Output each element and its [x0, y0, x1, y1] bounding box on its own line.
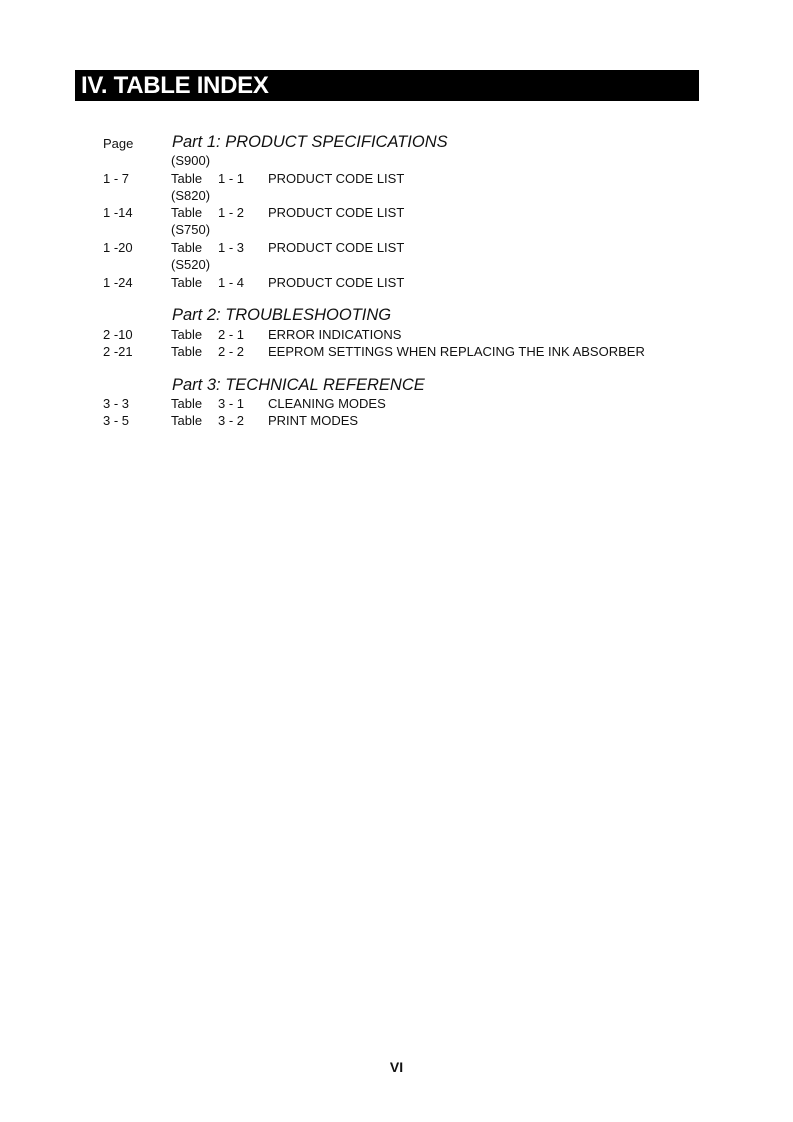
model-label: (S820) — [171, 188, 211, 203]
entry-table-word: Table — [171, 327, 203, 342]
entry-page: 3 - 5 — [103, 413, 130, 428]
entry-page: 1 -24 — [103, 275, 133, 290]
entry-table-name: CLEANING MODES — [268, 396, 386, 411]
page-number: VI — [389, 1059, 404, 1075]
entry-page: 1 - 7 — [103, 171, 130, 186]
entry-table-number: 1 - 2 — [218, 205, 245, 220]
entry-table-word: Table — [171, 240, 203, 255]
model-label: (S900) — [171, 153, 211, 168]
model-label: (S520) — [171, 257, 211, 272]
section-title-bar — [75, 70, 699, 101]
entry-page: 1 -14 — [103, 205, 133, 220]
part-heading-3: Part 3: TECHNICAL REFERENCE — [172, 376, 425, 394]
model-label: (S750) — [171, 222, 211, 237]
entry-table-name: PRINT MODES — [268, 413, 359, 428]
entry-table-name: PRODUCT CODE LIST — [268, 205, 405, 220]
page-column-label: Page — [103, 136, 134, 151]
entry-table-number: 2 - 2 — [218, 344, 245, 359]
entry-table-name: PRODUCT CODE LIST — [268, 240, 405, 255]
entry-table-number: 3 - 2 — [218, 413, 245, 428]
entry-table-word: Table — [171, 205, 203, 220]
entry-page: 3 - 3 — [103, 396, 130, 411]
part-heading-1: Part 1: PRODUCT SPECIFICATIONS — [172, 133, 448, 151]
entry-table-word: Table — [171, 171, 203, 186]
entry-table-word: Table — [171, 275, 203, 290]
part-heading-2: Part 2: TROUBLESHOOTING — [172, 306, 392, 324]
entry-table-name: PRODUCT CODE LIST — [268, 171, 405, 186]
entry-table-name: EEPROM SETTINGS WHEN REPLACING THE INK ABSORBER — [268, 344, 645, 359]
entry-page: 2 -10 — [103, 327, 133, 342]
entry-table-word: Table — [171, 396, 203, 411]
entry-table-word: Table — [171, 344, 203, 359]
entry-table-name: PRODUCT CODE LIST — [268, 275, 405, 290]
entry-table-number: 2 - 1 — [218, 327, 245, 342]
entry-table-name: ERROR INDICATIONS — [268, 327, 402, 342]
section-title: IV. TABLE INDEX — [81, 72, 269, 99]
entry-page: 2 -21 — [103, 344, 133, 359]
entry-page: 1 -20 — [103, 240, 133, 255]
entry-table-number: 1 - 1 — [218, 171, 245, 186]
entry-table-number: 1 - 4 — [218, 275, 245, 290]
entry-table-number: 3 - 1 — [218, 396, 245, 411]
entry-table-number: 1 - 3 — [218, 240, 245, 255]
entry-table-word: Table — [171, 413, 203, 428]
